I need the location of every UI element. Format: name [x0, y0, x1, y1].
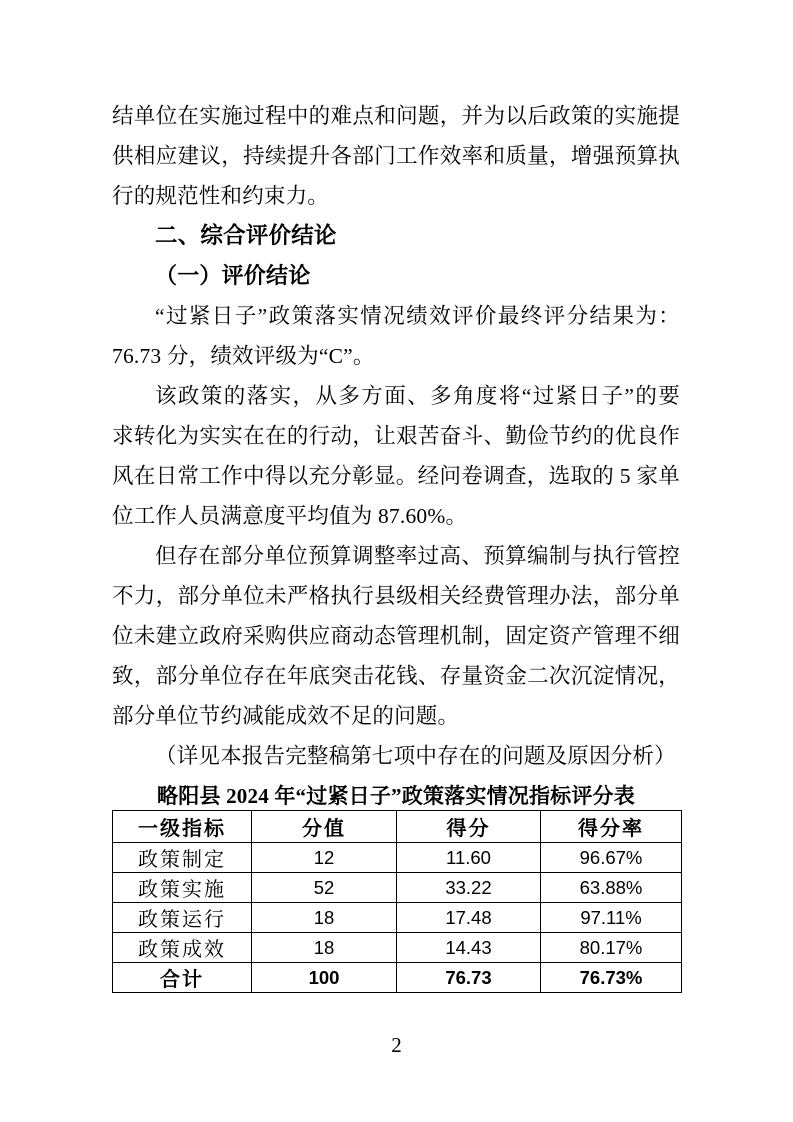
- indicator-cell: 政策运行: [113, 903, 252, 933]
- paragraph-line: 该政策的落实，从多方面、多角度将“过紧日子”的要: [155, 384, 680, 408]
- total-score-cell: 76.73: [397, 963, 541, 993]
- table-row: [113, 873, 682, 903]
- score-table: [112, 810, 682, 993]
- score-cell: 14.43: [397, 933, 541, 963]
- indicator-cell: 政策制定: [113, 843, 252, 873]
- page-number: 2: [391, 1033, 402, 1057]
- paragraph-line: 但存在部分单位预算调整率过高、预算编制与执行管控: [155, 544, 680, 568]
- indicator-cell: 政策实施: [113, 873, 252, 903]
- document-body: [112, 96, 680, 816]
- rate-cell: 96.67%: [541, 843, 682, 873]
- score-value-cell: 18: [252, 903, 397, 933]
- paragraph-line: 致，部分单位存在年底突击花钱、存量资金二次沉淀情况，: [112, 664, 680, 688]
- paragraph-line: 不力，部分单位未严格执行县级相关经费管理办法，部分单: [112, 584, 680, 608]
- indicator-cell: 政策成效: [113, 933, 252, 963]
- rate-cell: 97.11%: [541, 903, 682, 933]
- note-line: （详见本报告完整稿第七项中存在的问题及原因分析）: [155, 744, 676, 768]
- table-title: 略阳县 2024 年“过紧日子”政策落实情况指标评分表: [157, 784, 635, 808]
- paragraph-line: 76.73 分，绩效评级为“C”。: [112, 344, 375, 368]
- rate-cell: 63.88%: [541, 873, 682, 903]
- paragraph-line: 位未建立政府采购供应商动态管理机制，固定资产管理不细: [112, 624, 680, 648]
- header-cell-rate: 得分率: [541, 811, 682, 843]
- rate-cell: 80.17%: [541, 933, 682, 963]
- score-cell: 33.22: [397, 873, 541, 903]
- table-total-row: [113, 963, 682, 993]
- paragraph-line: 部分单位节约减能成效不足的问题。: [112, 704, 460, 728]
- paragraph-line: 行的规范性和约束力。: [112, 184, 330, 208]
- score-cell: 17.48: [397, 903, 541, 933]
- table-header-row: [113, 811, 682, 843]
- paragraph-line: 供相应建议，持续提升各部门工作效率和质量，增强预算执: [112, 144, 680, 168]
- score-value-cell: 52: [252, 873, 397, 903]
- header-cell-score-value: 分值: [252, 811, 397, 843]
- table-row: [113, 843, 682, 873]
- header-cell-indicator: 一级指标: [113, 811, 252, 843]
- table-row: [113, 903, 682, 933]
- paragraph-line: 求转化为实实在在的行动，让艰苦奋斗、勤俭节约的优良作: [112, 424, 680, 448]
- paragraph-line: 结单位在实施过程中的难点和问题，并为以后政策的实施提: [112, 104, 680, 128]
- paragraph-line: 风在日常工作中得以充分彰显。经问卷调查，选取的 5 家单: [112, 464, 680, 488]
- score-cell: 11.60: [397, 843, 541, 873]
- header-cell-score: 得分: [397, 811, 541, 843]
- total-label-cell: 合计: [113, 963, 252, 993]
- score-value-cell: 18: [252, 933, 397, 963]
- paragraph-line: “过紧日子”政策落实情况绩效评价最终评分结果为：: [155, 304, 680, 328]
- total-score-value-cell: 100: [252, 963, 397, 993]
- subsection-heading: （一）评价结论: [155, 263, 311, 288]
- score-value-cell: 12: [252, 843, 397, 873]
- paragraph-line: 位工作人员满意度平均值为 87.60%。: [112, 504, 468, 528]
- table-row: [113, 933, 682, 963]
- section-heading: 二、综合评价结论: [155, 223, 337, 248]
- total-rate-cell: 76.73%: [541, 963, 682, 993]
